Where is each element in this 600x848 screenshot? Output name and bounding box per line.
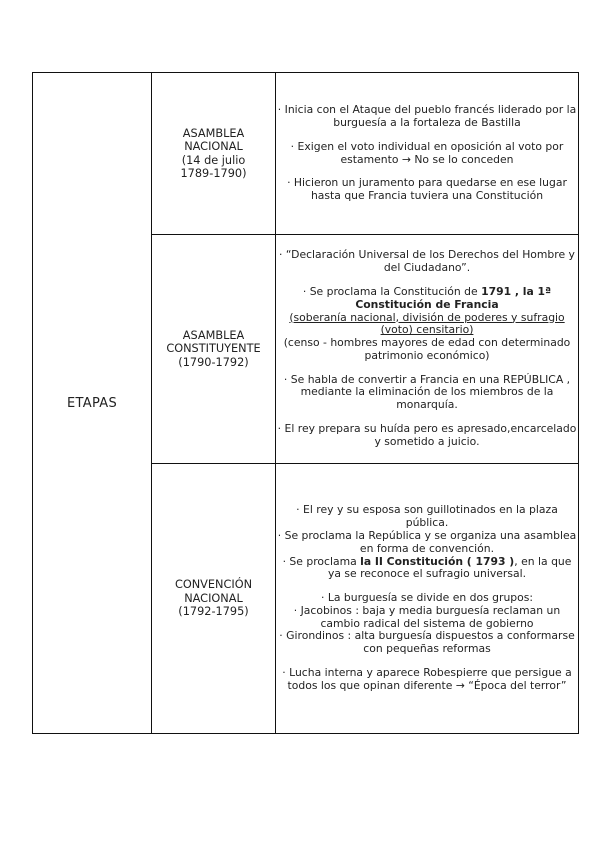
etapas-table [32,72,579,734]
point [276,556,578,582]
point: · Se habla de convertir a Francia en una REPÚBLICA , mediante la eliminación de los miembros de la monarquía. [283,372,571,412]
point: · El rey y su esposa son guillotinados en la plaza pública. [296,503,558,530]
point: · Inicia con el Ataque del pueblo francés liderado por la burguesía a la fortaleza de Bastilla [277,103,577,129]
point-text: · Se proclama [282,554,361,568]
content-asamblea-nacional [276,73,579,235]
point: · El rey prepara su huída pero es apresado,encarcelado y sometido a juicio. [277,422,577,448]
point-bold: la II Constitución ( 1793 ) [360,554,515,568]
point-text: · Se proclama la Constitución de [302,284,482,298]
etapas-label: ETAPAS [33,73,152,734]
stage-asamblea-constituyente [152,235,276,464]
stage-line: CONSTITUYENTE [166,342,261,356]
point: · Hicieron un juramento para quedarse en ese lugar hasta que Francia tuviera una Constitución [287,176,567,203]
stage-line: ASAMBLEA [182,126,245,140]
stage-convencion-nacional [152,464,276,734]
content-convencion-nacional [276,464,579,734]
point-bold: 1791 , la 1ª Constitución de Francia [355,284,552,311]
stage-line: (1792-1795) [178,605,249,619]
point-underlined: (soberanía nacional, división de poderes y sufragio (voto) censitario) [289,310,565,337]
stage-line: (14 de julio [181,153,246,167]
stage-line: NACIONAL [184,140,243,153]
stage-line: ASAMBLEA [182,328,245,342]
content-asamblea-constituyente [276,235,579,464]
stage-line: (1790-1792) [178,355,249,369]
point: · Jacobinos : baja y media burguesía reclaman un cambio radical del sistema de gobierno [293,603,561,630]
point: · Lucha interna y aparece Robespierre que persigue a todos los que opinan diferente → “Época del terror” [282,666,572,692]
point-text: , en la que ya se reconoce el sufragio universal. [327,554,572,581]
point: (censo - hombres mayores de edad con determinado patrimonio económico) [283,336,571,362]
point: · La burguesía se divide en dos grupos: [320,591,534,605]
stage-asamblea-nacional [152,73,276,235]
point [276,286,578,312]
point: · Girondinos : alta burguesía dispuestos a conformarse con pequeñas reformas [279,629,575,656]
stage-line: NACIONAL [184,591,243,605]
point: · “Declaración Universal de los Derechos del Hombre y del Ciudadano”. [279,248,575,275]
point: · Exigen el voto individual en oposición al voto por estamento → No se lo conceden [290,139,564,166]
point: · Se proclama la República y se organiza una asamblea en forma de convención. [277,528,577,555]
stage-line: CONVENCIÓN [174,578,253,592]
stage-line: 1789-1790) [180,167,247,180]
